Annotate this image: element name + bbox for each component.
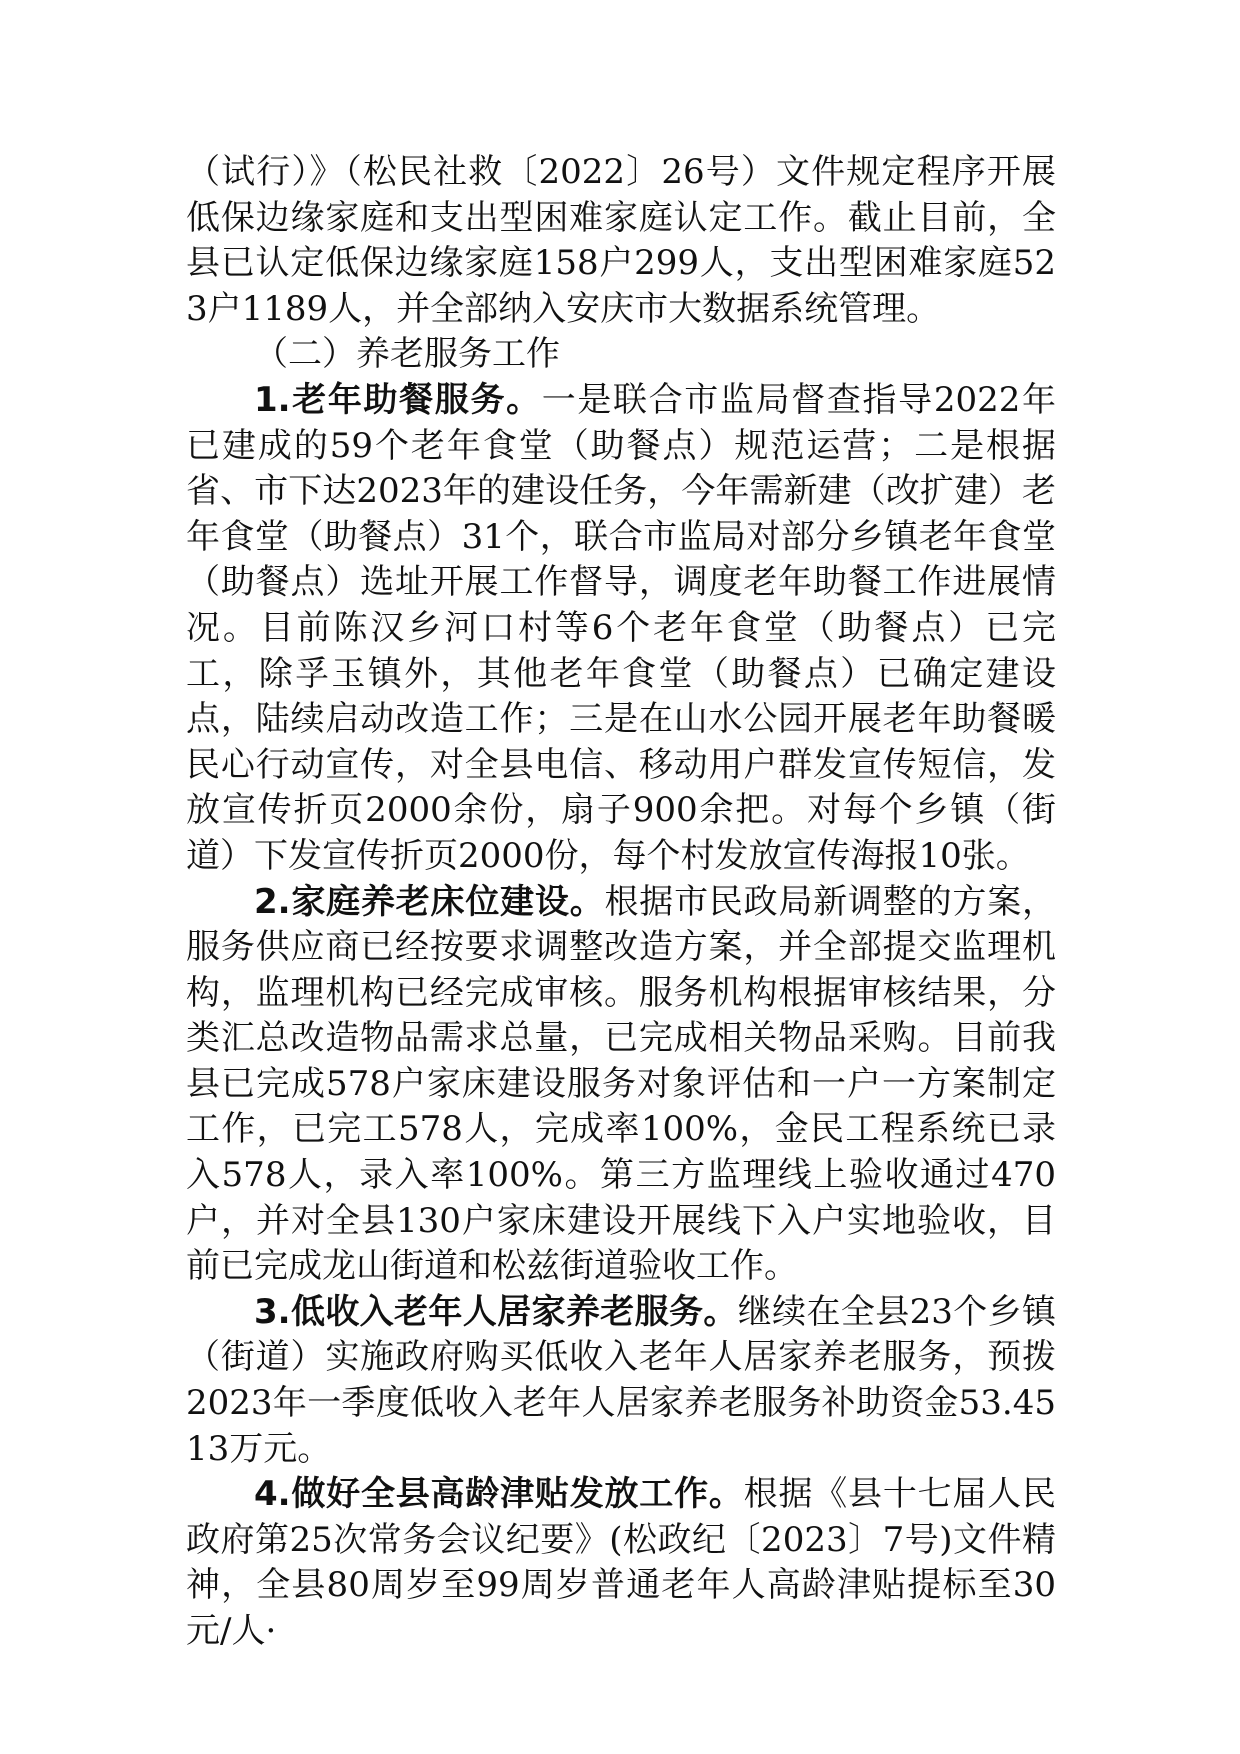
item-body-low-income-care: 继续在全县23个乡镇（街道）实施政府购买低收入老年人居家养老服务，预拨2023年一季度低收入老年人居家养老服务补助资金53.4513万元。 <box>186 1291 1056 1469</box>
section-heading-elderly-services: （二）养老服务工作 <box>254 334 560 375</box>
item-heading-home-care-beds: 2.家庭养老床位建设。 <box>254 881 605 922</box>
item-heading-meal-service: 1.老年助餐服务。 <box>254 379 542 420</box>
item-body-home-care-beds: 根据市民政局新调整的方案，服务供应商已经按要求调整改造方案，并全部提交监理机构，监理机构已经完成审核。服务机构根据审核结果，分类汇总改造物品需求总量，已完成相关物品采购。目前我县已完成578户家床建设服务对象评估和一户一方案制定工作，已完工578人，完成率100%，金民工程系统已录入578人，录入率100%。第三方监理线上验收通过470户，并对全县130户家床建设开展线下入户实地验收，目前已完成龙山街道和松兹街道验收工作。 <box>186 881 1057 1287</box>
paragraph-low-income-home-care <box>186 1290 1056 1472</box>
paragraph-elderly-meal-service <box>186 378 1056 880</box>
paragraph-continuation: （试行）》（松民社救〔2022〕26号）文件规定程序开展低保边缘家庭和支出型困难家庭认定工作。截止目前，全县已认定低保边缘家庭158户299人，支出型困难家庭523户1189人，并全部纳入安庆市大数据系统管理。 <box>186 152 1056 329</box>
item-body-senior-allowance: 根据《县十七届人民政府第25次常务会议纪要》(松政纪〔2023〕7号)文件精神，全县80周岁至99周岁普通老年人高龄津贴提标至30元/人· <box>186 1474 1057 1651</box>
item-heading-senior-allowance: 4.做好全县高龄津贴发放工作。 <box>254 1474 744 1515</box>
item-heading-low-income-care: 3.低收入老年人居家养老服务。 <box>254 1291 738 1332</box>
item-body-meal-service: 一是联合市监局督查指导2022年已建成的59个老年食堂（助餐点）规范运营；二是根据省、市下达2023年的建设任务，今年需新建（改扩建）老年食堂（助餐点）31个，联合市监局对部分乡镇老年食堂（助餐点）选址开展工作督导，调度老年助餐工作进展情况。目前陈汉乡河口村等6个老年食堂（助餐点）已完工，除孚玉镇外，其他老年食堂（助餐点）已确定建设点，陆续启动改造工作；三是在山水公园开展老年助餐暖民心行动宣传，对全县电信、移动用户群发宣传短信，发放宣传折页2000余份，扇子900余把。对每个乡镇（街道）下发宣传折页2000份，每个村发放宣传海报10张。 <box>186 379 1056 876</box>
paragraph-senior-allowance <box>186 1472 1056 1654</box>
document-body <box>186 150 1056 1655</box>
paragraph-home-care-beds <box>186 880 1056 1290</box>
